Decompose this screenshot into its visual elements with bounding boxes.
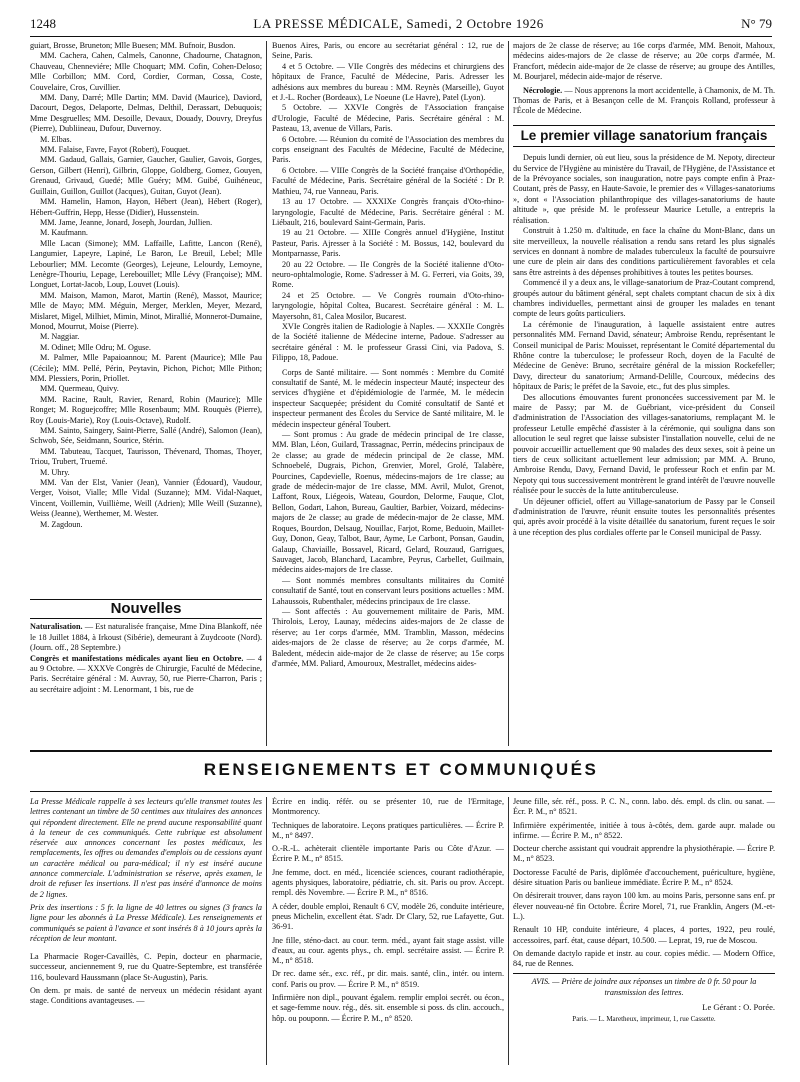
- header-rule: [30, 36, 772, 37]
- classifieds-intro: La Presse Médicale rappelle à ses lecteurs qu'elle transmet toutes les lettres contenant un timbre de 50 centimes aux titulaires des annonces qui répondent directement. Elle ne prend aucune responsabilité quant à la teneur de ces communiqués. Cette rubrique est absolument réservée aux annonces concernant les postes médicaux, les remplacements, les offres ou demandes d'emplois ou de cessions ayant un caractère médical ou para-médical; il n'y est inséré aucune annonce commerciale. L'administration se réserve, après examen, le droit de refuser les insertions. Il n'est pas inséré d'annonce de moins de 2 lignes.: [30, 797, 262, 899]
- naturalisation-head: Naturalisation.: [30, 622, 83, 632]
- paragraph: 24 et 25 Octobre. — Ve Congrès roumain d'Oto-rhino-laryngologie, hôpital Coltea, Bucarest. Secrétaire général : M. L. Mayersohn, 81, Calea Mosilor, Bucarest.: [272, 290, 504, 321]
- column-divider: [508, 41, 509, 746]
- paragraph: 5 Octobre. — XXVIe Congrès de l'Association française d'Urologie, Faculté de Médecine, Paris. Secrétaire général : M. Pasteau, 13, avenue de Villars, Paris.: [272, 103, 504, 134]
- running-head: [30, 16, 772, 32]
- article-paragraph: La cérémonie de l'inauguration, à laquelle assistaient entre autres personnalités MM. Fernand David, sénateur; Ambroise Rendu, représentant le Conseil municipal de Paris: Mouisset, représentant le Comité départemental du Rhône contre la tuberculose; le professeur Roch, doyen de la Faculté de Médecine de Genève: Bruno, secrétaire général de la mission Rockefeller; Davy, directeur du sanatorium; Armand-Delille, Courcoux, médecins des hôpitaux de Paris; le préfet de la Savoie, etc., fut des plus simples.: [513, 319, 775, 392]
- paragraph: 4 et 5 Octobre. — VIIe Congrès des médecins et chirurgiens des hôpitaux de France, Faculté de Médecine, Paris. Adresser les adhésions aux membres du bureau : MM. Reynès (Marseille), Guyot et J.-L. Rocher (Bordeaux), Le Noeune (Le Havre), Patel (Lyon).: [272, 61, 504, 103]
- classifieds-column-3: [513, 797, 775, 1067]
- paragraph: M. Zagdoun.: [40, 519, 83, 529]
- classified-ad: Dr rec. dame sér., exc. réf., pr dir. mais. santé, clin., intér. ou intern. conf. Paris ou prov. — Écrire P. M., n° 8519.: [272, 969, 504, 989]
- classified-ad: Infirmière expérimentée, initiée à tous à-côtés, dem. garde aupr. malade ou infirme. — Écrire P. M., n° 8522.: [513, 820, 775, 840]
- paragraph: MM. Sainto, Saingery, Saint-Pierre, Sallé (André), Salomon (Jean), Schwob, Sée, Seidmann, Sourice, Stérin.: [30, 426, 262, 446]
- classified-ad: Renault 10 HP, conduite intérieure, 4 places, 4 portes, 1922, peu roulé, accessoires, parf. état, cause départ, 10.500. — Leprat, 19, rue de Moscou.: [513, 925, 775, 945]
- paragraph: Corps de Santé militaire. — Sont nommés : Membre du Comité consultatif de Santé, M. le médecin inspecteur Mauté; inspecteur des services d'hygiène et d'épidémiologie de l'armée, M. le médecin inspecteur Sacquepée; président du Comité consultatif de Santé et inspecteur permanent des Écoles du Service de Santé militaire, M. le médecin inspecteur général Toubert.: [272, 367, 504, 429]
- classified-ad: La Pharmacie Roger-Cavaillès, C. Pepin, docteur en pharmacie, successeur, anciennement 9, rue du Quatre-Septembre, est transférée 116, boulevard Haussmann (place St-Augustin), Paris.: [30, 952, 262, 982]
- paragraph: M. Uhry.: [40, 467, 70, 477]
- paragraph: MM. Jame, Jeanne, Jonard, Joseph, Jourdan, Jullien.: [40, 217, 213, 227]
- classifieds-column-1: [30, 797, 262, 1067]
- article-paragraph: Un déjeuner officiel, offert au Village-sanatorium de Passy par le Conseil d'administration de l'œuvre, réunit ensuite toutes les personnalités présentes qui, après avoir procédé à la visite détaillée du sanatorium, furent reçues le soir à une réception des plus cordiales offerte par le Conseil municipal de Passy.: [513, 496, 775, 537]
- paragraph: 19 au 21 Octobre. — XIIIe Congrès annuel d'Hygiène, Institut Pasteur, Paris. Ajresser à la Société : M. Bossus, 142, boulevard du Montparnasse, Paris.: [272, 228, 504, 259]
- paragraph: MM. Gadaud, Gallais, Garnier, Gaucher, Gaulier, Gavois, Gorges, Gerson, Gilbert (Henri), Gilbrin, Gloppe, Goldberg, Gomez, Gouyen, Grenaud, Grivaud, Guedé; Mlle Guéry; MM. Guibé, Guihéneuc, Guillain, Guillon, Guillot (Jacques), Guitan, Guyot (Jean).: [30, 155, 262, 196]
- column-2: [272, 41, 504, 742]
- paragraph: Mlle Lacan (Simone); MM. Laffaille, Lafitte, Lancon (René), Langumier, Lapeyre, Lapiné, Le Baron, Le Breuil, Lebel; Mlle Lebourlier; MM. Lecomte (Georges), Lejeune, Lelourdy, Lemoyne, Lenègre-Thouriu, Lepage, Lerebouillet; Mlle Lévy (Françoise); MM. Longuet, Lortat-Jacob, Loup, Louvet (Louis).: [30, 238, 262, 290]
- paragraph: M. Elbas.: [40, 134, 72, 144]
- naturalisation-item: [30, 622, 262, 653]
- paragraph: MM. Quermeau, Quivy.: [40, 384, 119, 394]
- classified-ad: Écrire en indiq. référ. ou se présenter 10, rue de l'Ermitage, Montmorency.: [272, 797, 504, 817]
- paragraph: — Sont promus : Au grade de médecin principal de 1re classe, MM. Blan, Léon, Guilard, Trassagnac, Perrin, médecins principaux de 2e classe; au grade de médecin principal de 2e classe, MM. Schnoebelé, Dugrais, Pichon, Grenvier, Morel, Grolé, Talabère, Pourcines, Capdevielle, Roenus, médecins-majors de 1re classe; au grade de médecin-major de 1re classe, MM. Avril, Mulot, Grenot, Laffont, Roux, Liégeois, Wateau, Gourdon, Delorme, Fauque, Clot, Bellon, Godart, Lahon, Bureau, Gaultier, Barbier, Voizard, médecins-majors de 2e classe; au grade de médecin-major de 2e classe, MM. Roques, Bourdon, Delsaug, Nouillac, Farjot, Rome, Beduoin, Maillet-Guy, Donon, Geay, Talbot, Baur, Ayme, Le Carbont, Ponsan, Gaudin, Galaup, Chaviaille, Bossavel, Ricard, Gelard, Rouzaud, Garrigues, Sauvaget, Jacob, Blanchard, Lacambre, Peyrus, Carbellet, Guilmain, médecins aides-majors de 1re classe.: [272, 430, 504, 575]
- classified-ad: Docteur cherche assistant qui voudrait apprendre la physiothérapie. — Écrire P. M., n° 8523.: [513, 844, 775, 864]
- gerant-signature: Le Gérant : O. Porée.: [702, 1002, 775, 1013]
- classified-ad: Jne femme, doct. en méd., licenciée sciences, courant radiothérapie, agents physiques, laboratoire, pédiatrie, ch. sit. Paris ou prov. Accept. rempl. dès Novembre. — Écrire P. M., n° 8516.: [272, 867, 504, 898]
- paragraph: 6 Octobre. — Réunion du comité de l'Association des membres du corps enseignant des Facultés de Médecine, Faculté de Médecine, Paris.: [272, 134, 504, 165]
- classified-ad: Infirmière non dipl., pouvant égalem. remplir emploi secrét. ou écon., et sage-femme nouv. rég., dés. sit. ensemble si poss. ds clin. accouch., hôp. ou pouponn. — Écrire P. M., n° 8520.: [272, 993, 504, 1023]
- paragraph: 13 au 17 Octobre. — XXXIXe Congrès français d'Oto-rhino-laryngologie, Faculté de Médecine, Paris. Secrétaire général : M. Liébault, 216, boulevard Saint-Germain, Paris.: [272, 197, 504, 227]
- necrologie-head: Nécrologie.: [523, 85, 563, 95]
- classifieds-column-2: [272, 797, 504, 1067]
- paragraph: guiart, Brosse, Bruneton; Mlle Buesen; MM. Bufnoir, Busdon.: [30, 41, 236, 50]
- paragraph: 20 au 22 Octobre. — IIe Congrès de la Société italienne d'Oto-neuro-ophtalmologie, Rome. S'adresser à M. G. Ferreri, via Goits, 39, Rome.: [272, 259, 504, 290]
- paragraph: — Sont affectés : Au gouvernement militaire de Paris, MM. Thirolois, Leroy, Launay, médecins aides-majors de 2e classe de réserve; au 1er corps d'armée, MM. Tramblin, Masson, médecins aides-majors de 2e classe de réserve; au 2e corps d'armée, M. Baledent, médecin aide-major de 2e classe de réserve; au 15e corps d'armée, MM. Paliard, Amouroux, Mestrallet, médecins aides-: [272, 606, 504, 668]
- article-paragraph: Construit à 1.250 m. d'altitude, en face la chaîne du Mont-Blanc, dans un site merveilleux, la nouvelle réalisation a rendu sans retard les plus signalés services en donnant à nombre de malades tuberculeux la faculté de poursuivre une cure de plein air dans des conditions particulièrement favorables et cela sans être astreints à des dépenses prohibitives à toutes les petites bourses.: [513, 226, 775, 277]
- renseignements-title: RENSEIGNEMENTS ET COMMUNIQUÉS: [203, 760, 599, 779]
- column-1: [30, 41, 262, 591]
- paragraph: M. Odinet; Mlle Odru; M. Oguse.: [40, 342, 151, 352]
- classified-ad: Doctoresse Faculté de Paris, diplômée d'accouchement, puériculture, hygiène, désire situation Paris ou banlieue immédiate. Écrire P. M., n° 8524.: [513, 867, 775, 888]
- journal-date: LA PRESSE MÉDICALE, Samedi, 2 Octobre 1926: [253, 16, 544, 31]
- nouvelles-section: [30, 596, 262, 744]
- avis-notice: AVIS. — Prière de joindre aux réponses un timbre de 0 fr. 50 pour la transmission des lettres.: [513, 973, 775, 998]
- classified-ad: On dem. pr mais. de santé de nerveux un médecin résidant ayant stage. Conditions avantageuses. —: [30, 986, 262, 1006]
- page-number: 1248: [30, 16, 56, 31]
- paragraph: MM. Falaise, Favre, Fayot (Robert), Fouquet.: [40, 145, 191, 155]
- paragraph: MM. Van der Elst, Vanier (Jean), Vannier (Édouard), Vaudour, Verger, Voisot, Vialle; Mlle Vidal (Suzanne); MM. Vidal-Naquet, Vincent, Voillemin, Vuillième, Weill (Adrien); Mlle Weill (Suzanne), Weiss (Jeanne), Werthemer, M. Wester.: [30, 478, 262, 519]
- paragraph: Buenos Aires, Paris, ou encore au secrétariat général : 12, rue de Seine, Paris.: [272, 41, 504, 61]
- nouvelles-title: Nouvelles: [110, 600, 182, 617]
- column-divider: [266, 41, 267, 746]
- printer-imprint: Paris. — L. Maretheux, imprimeur, 1, rue Cassette.: [572, 1015, 716, 1024]
- classified-ad: Jeune fille, sér. réf., poss. P. C. N., conn. labo. dés. empl. ds clin. ou sanat. — Écr. P. M., n° 8521.: [513, 797, 775, 817]
- band-rule-top: [30, 750, 772, 752]
- section-rule: [30, 618, 262, 619]
- paragraph: MM. Hamelin, Hamon, Hayon, Hébert (Jean), Hébert (Roger), Hébert-Guffrin, Hepp, Hesse (Didier), Hussenstein.: [30, 197, 262, 217]
- paragraph: XVIe Congrès italien de Radiologie à Naples. — XXXIIe Congrès de la Société italienne de Médecine interne, Padoue. S'adresser au secrétaire général : M. le professeur Grassi Cini, via Padova, S. Filippo, 18, Padoue.: [272, 321, 504, 363]
- classified-ad: Techniques de laboratoire. Leçons pratiques particulières. — Écrire P. M., n° 8497.: [272, 820, 504, 840]
- article-title: Le premier village sanatorium français: [513, 125, 775, 147]
- column-divider: [266, 797, 267, 1065]
- paragraph: MM. Cachera, Cahen, Calmels, Canonne, Chadourne, Chatagnon, Chauveau, Chenneviére; Mlle Choquart; MM. Cofin, Cohen-Deloso; Mlle Corbillon; MM. Cord, Cordier, Corman, Cossa, Coste, Couvelaire, Cros, Cuvillier.: [30, 51, 262, 92]
- paragraph: M. Palmer, Mlle Papaioannou; M. Parent (Maurice); Mlle Pau (Cécile); MM. Pellé, Périn, Peytavin, Pichon, Pichot; Mlle Pithon; MM. Plessiers, Porin, Priollet.: [30, 353, 262, 383]
- article-paragraph: Depuis lundi dernier, où eut lieu, sous la présidence de M. Nepoty, directeur du Service de l'Hygiène au ministère du Travail, de l'Hygiène, de l'Assistance et de la Prévoyance sociales, son inauguration, notre pays compte enfin à Praz-Coutant, près de Passy, en Haute-Savoie, le premier des « Villages-sanatoriums », dont « l'Association philanthropique des villages-sanatoriums de haute altitude », que préside M. le professeur Maurice Letulle, a entrepris la réalisation.: [513, 153, 775, 225]
- congres-head: Congrès et manifestations médicales ayant lieu en Octobre.: [30, 653, 244, 663]
- paragraph: M. Kaufmann.: [40, 228, 88, 238]
- classifieds-prix: Prix des insertions : 5 fr. la ligne de 40 lettres ou signes (3 francs la ligne pour les abonnés à La Presse Médicale). Les renseignements et communiqués se paient à l'avance et sont insérés 8 à 10 jours après la réception de leur montant.: [30, 902, 262, 943]
- classified-ad: On désirerait trouver, dans rayon 100 km. au moins Paris, personne sans enf. pr élever nouveau-né fin Octobre. Écrire Morel, 71, rue Franklin, Angers (M.-et-L.).: [513, 891, 775, 921]
- classified-ad: Jne fille, sténo-dact. au cour. term. méd., ayant fait stage assist. ville d'eaux, au cour. agents phys., ch. empl. secrétaire assist. — Écrire P. M., n° 8518.: [272, 935, 504, 966]
- paragraph: MM. Tabuteau, Tacquet, Taurisson, Thévenard, Thomas, Thoyer, Triou, Trubert, Truemé.: [30, 446, 262, 467]
- paragraph: 6 Octobre. — VIIIe Congrès de la Société française d'Orthopédie, Faculté de Médecine, Paris. Secrétaire général de la Société : Dr P. Mathieu, 74, rue Vanneau, Paris.: [272, 165, 504, 196]
- necrologie-text: — Nous apprenons la mort accidentelle, à Chamonix, de M. Th. Thomas de Paris, et à Besançon celle de M. François Rolland, professeur à l'École de Médecine.: [513, 85, 775, 116]
- article-paragraph: Commencé il y a deux ans, le village-sanatorium de Praz-Coutant comprend, groupés autour du bâtiment général, sept chalets comptant chacun de six à dix chambres individuelles, permettant ainsi de grouper les malades en tenant compte de leurs goûts particuliers.: [513, 278, 775, 319]
- paragraph: M. Naggiar.: [40, 332, 80, 342]
- paragraph: MM. Racine, Rault, Ravier, Renard, Robin (Maurice); Mlle Ronget; M. Roguejcoffre; Mlle Rosenbaum; MM. Rouquès (Pierre), Roy (Louis-Marie), Roy (Louis-Octave), Rudolf.: [30, 394, 262, 425]
- congres-text: — 4 au 9 Octobre. — XXXVe Congrès de Chirurgie, Faculté de Médecine, Paris. Secrétaire général : M. Auvray, 50, rue Pierre-Charron, Paris ; au secrétaire adjoint : M. Lenormant, 1 bis, rue de: [30, 653, 262, 694]
- article-paragraph: Des allocutions émouvantes furent prononcées successivement par M. le maire de Passy; par M. de Guébriant, vice-président du Conseil d'administration de l'Association des villages-sanatoriums, remplaçant M. le professeur Letulle empêché d'assister à la cérémonie, qui souligna dans son allocution le seul regret que laisse subsister l'installation nouvelle, celui de ne pouvoir accueillir actuellement que 90 malades des deux sexes, soit à peine un tiers de ceux sollicitant actuellement leur admission; par MM. A. Bruno, Ambroise Rendu, Davy, Fernand David, le professeur Roch et enfin par M. Nepoty qui tous successivement montrèrent le grand intérêt de l'œuvre nouvelle réalisée pour le succès de la lutte antituberculeuse.: [513, 392, 775, 496]
- necrologie-item: [513, 86, 775, 117]
- issue-number: N° 79: [741, 16, 772, 31]
- naturalisation-text: — Est naturalisée française, Mme Dina Blankoff, née le 18 Juillet 1884, à Irkoust (Sibérie), demeurant à Zuydcoote (Nord). (Journ. off., 28 Septembre.): [30, 622, 262, 653]
- classified-ad: A céder, double emploi, Renault 6 CV, modèle 26, conduite intérieure, pneus Michelin, excellent état. S'adr. Dr Clary, 52, rue Lafayette, Gut. 36-91.: [272, 901, 504, 932]
- classified-ad: O.-R.-L. achèterait clientèle importante Paris ou Côte d'Azur. — Écrire P. M., n° 8515.: [272, 844, 504, 864]
- paragraph: — Sont nommés membres consultants militaires du Comité consultatif de Santé, tout en conservant leurs positions actuelles : MM. Lahaussois, Rubenthaler, médecins principaux de 1re classe.: [272, 575, 504, 606]
- band-rule-bottom: [30, 791, 772, 792]
- paragraph: MM. Maison, Mamon, Marot, Martin (René), Massot, Maurice; Mlle de Mayo; MM. Méguin, Merger, Merklen, Meyer, Mezard, Mislaret, Migel, Milhiet, Mimin, Minot, Mirallié, Monnerot-Dumaine, Monod, Mourrut, Moise (Pierre).: [30, 290, 262, 331]
- congres-item: [30, 654, 262, 696]
- paragraph: majors de 2e classe de réserve; au 16e corps d'armée, MM. Benoit, Mahoux, médecins aides-majors de 2e classe de réserve; au 20e corps d'armée, M. Francfort, médecin aide-major de 2e classe de réserve; au groupe des Antilles, M. Bourjarel, médecin aide-major de réserve.: [513, 41, 775, 82]
- column-3: [513, 41, 775, 742]
- classified-ad: On demande dactylo rapide et instr. au cour. copies médic. — Modern Office, 84, rue de Rennes.: [513, 948, 775, 969]
- paragraph: MM. Dany, Darré; Mlle Dartin; MM. David (Maurice), Daviord, Dacourt, Degos, Delaporte, Delmas, Delthil, Derassart, Debuquois; Mme Desgruelles; MM. Desoille, Devaux, Douady, Douvry, Dreyfus (Pierre), Dubliineau, Dufour, Duvernoy.: [30, 93, 262, 134]
- column-divider: [508, 797, 509, 1065]
